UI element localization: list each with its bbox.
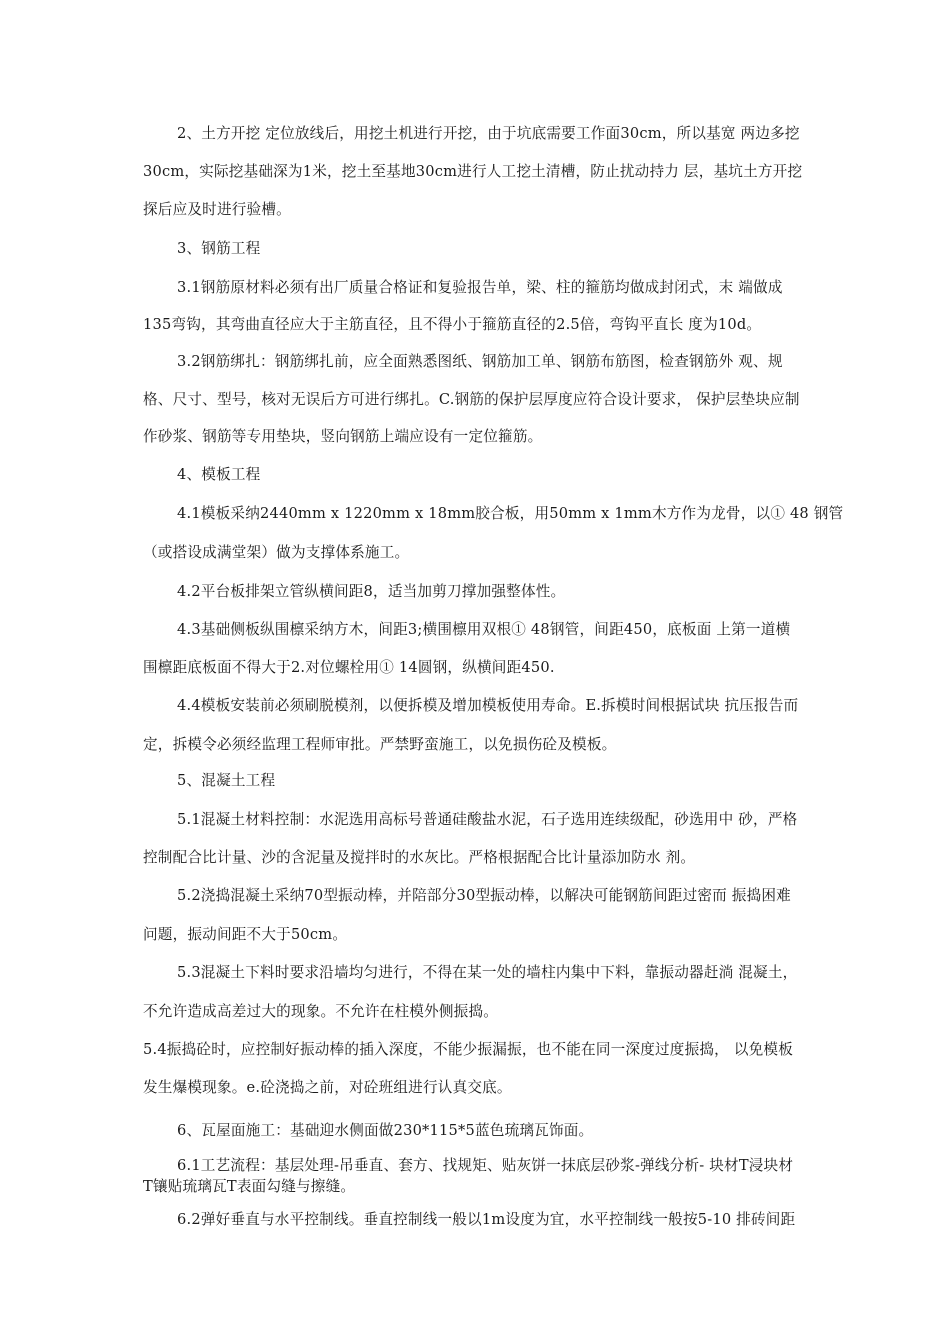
text-line: 发生爆模现象。e.砼浇捣之前，对砼班组进行认真交底。 (143, 1079, 512, 1096)
section-heading: 6、瓦屋面施工：基础迎水侧面做230*115*5蓝色琉璃瓦饰面。 (177, 1122, 594, 1139)
text-line: （或搭设成满堂架）做为支撑体系施工。 (143, 544, 410, 561)
text-line: 4.3基础侧板纵围檩采纳方木，间距3;横围檩用双根① 48钢管，间距450，底板面 上第一道横 (177, 621, 791, 638)
text-line: 5.2浇捣混凝土采纳70型振动棒，并陪部分30型振动棒，以解决可能钢筋间距过密而 振捣困难 (177, 887, 791, 904)
text-line: 定，拆模令必须经监理工程师审批。严禁野蛮施工，以免损伤砼及模板。 (143, 736, 617, 753)
text-line: 问题，振动间距不大于50cm。 (143, 926, 348, 943)
text-line: 135弯钩，其弯曲直径应大于主筋直径，且不得小于箍筋直径的2.5倍，弯钩平直长 度为10d。 (143, 316, 762, 333)
text-line: 6.2弹好垂直与水平控制线。垂直控制线一般以1m设度为宜，水平控制线一般按5-10 排砖间距 (177, 1211, 796, 1228)
text-line: 5.1混凝土材料控制：水泥选用高标号普通硅酸盐水泥，石子选用连续级配，砂选用中 砂，严格 (177, 811, 798, 828)
text-line: 作砂浆、钢筋等专用垫块，竖向钢筋上端应设有一定位箍筋。 (143, 428, 543, 445)
text-line: 探后应及时进行验槽。 (143, 201, 291, 218)
text-line: 控制配合比计量、沙的含泥量及搅拌时的水灰比。严格根据配合比计量添加防水 剂。 (143, 849, 696, 866)
section-heading: 5、混凝土工程 (177, 772, 276, 789)
text-line: 格、尺寸、型号，核对无误后方可进行绑扎。C.钢筋的保护层厚度应符合设计要求， 保护层垫块应制 (143, 391, 800, 408)
text-line: 6.1工艺流程：基层处理-吊垂直、套方、找规矩、贴灰饼一抹底层砂浆-弹线分析- 块材T浸块材 (177, 1157, 794, 1174)
text-line: 4.4模板安装前必须刷脱模剂，以便拆模及增加模板使用寿命。E.拆模时间根据试块 抗压报告而 (177, 697, 799, 714)
section-heading: 3、钢筋工程 (177, 240, 261, 257)
text-line: 5.3混凝土下料时要求沿墙均匀进行，不得在某一处的墙柱内集中下料，靠振动器赶淌 混凝土， (177, 964, 798, 981)
text-line: 3.1钢筋原材料必须有出厂质量合格证和复验报告单，梁、柱的箍筋均做成封闭式，末 端做成 (177, 279, 783, 296)
text-line: T镶贴琉璃瓦T表面勾缝与擦缝。 (143, 1178, 356, 1195)
text-line: 不允许造成高差过大的现象。不允许在柱模外侧振捣。 (143, 1003, 499, 1020)
section-heading: 4、模板工程 (177, 466, 261, 483)
text-line: 4.2平台板排架立管纵横间距8，适当加剪刀撑加强整体性。 (177, 583, 566, 600)
text-line: 3.2钢筋绑扎：钢筋绑扎前，应全面熟悉图纸、钢筋加工单、钢筋布筋图，检查钢筋外 观、规 (177, 353, 783, 370)
text-line: 2、土方开挖 定位放线后，用挖土机进行开挖，由于坑底需要工作面30cm，所以基宽 两边多挖 (177, 125, 800, 142)
text-line: 30cm，实际挖基础深为1米，挖土至基地30cm进行人工挖土清槽，防止扰动持力 层，基坑土方开挖 (143, 163, 803, 180)
text-line: 围檩距底板面不得大于2.对位螺栓用① 14圆钢，纵横间距450. (143, 659, 555, 676)
text-line: 5.4振捣砼时，应控制好振动棒的插入深度，不能少振漏振，也不能在同一深度过度振捣， 以免模板 (143, 1041, 793, 1058)
text-line: 4.1模板采纳2440mm x 1220mm x 18mm胶合板，用50mm x 1mm木方作为龙骨，以① 48 钢管 (177, 505, 844, 522)
